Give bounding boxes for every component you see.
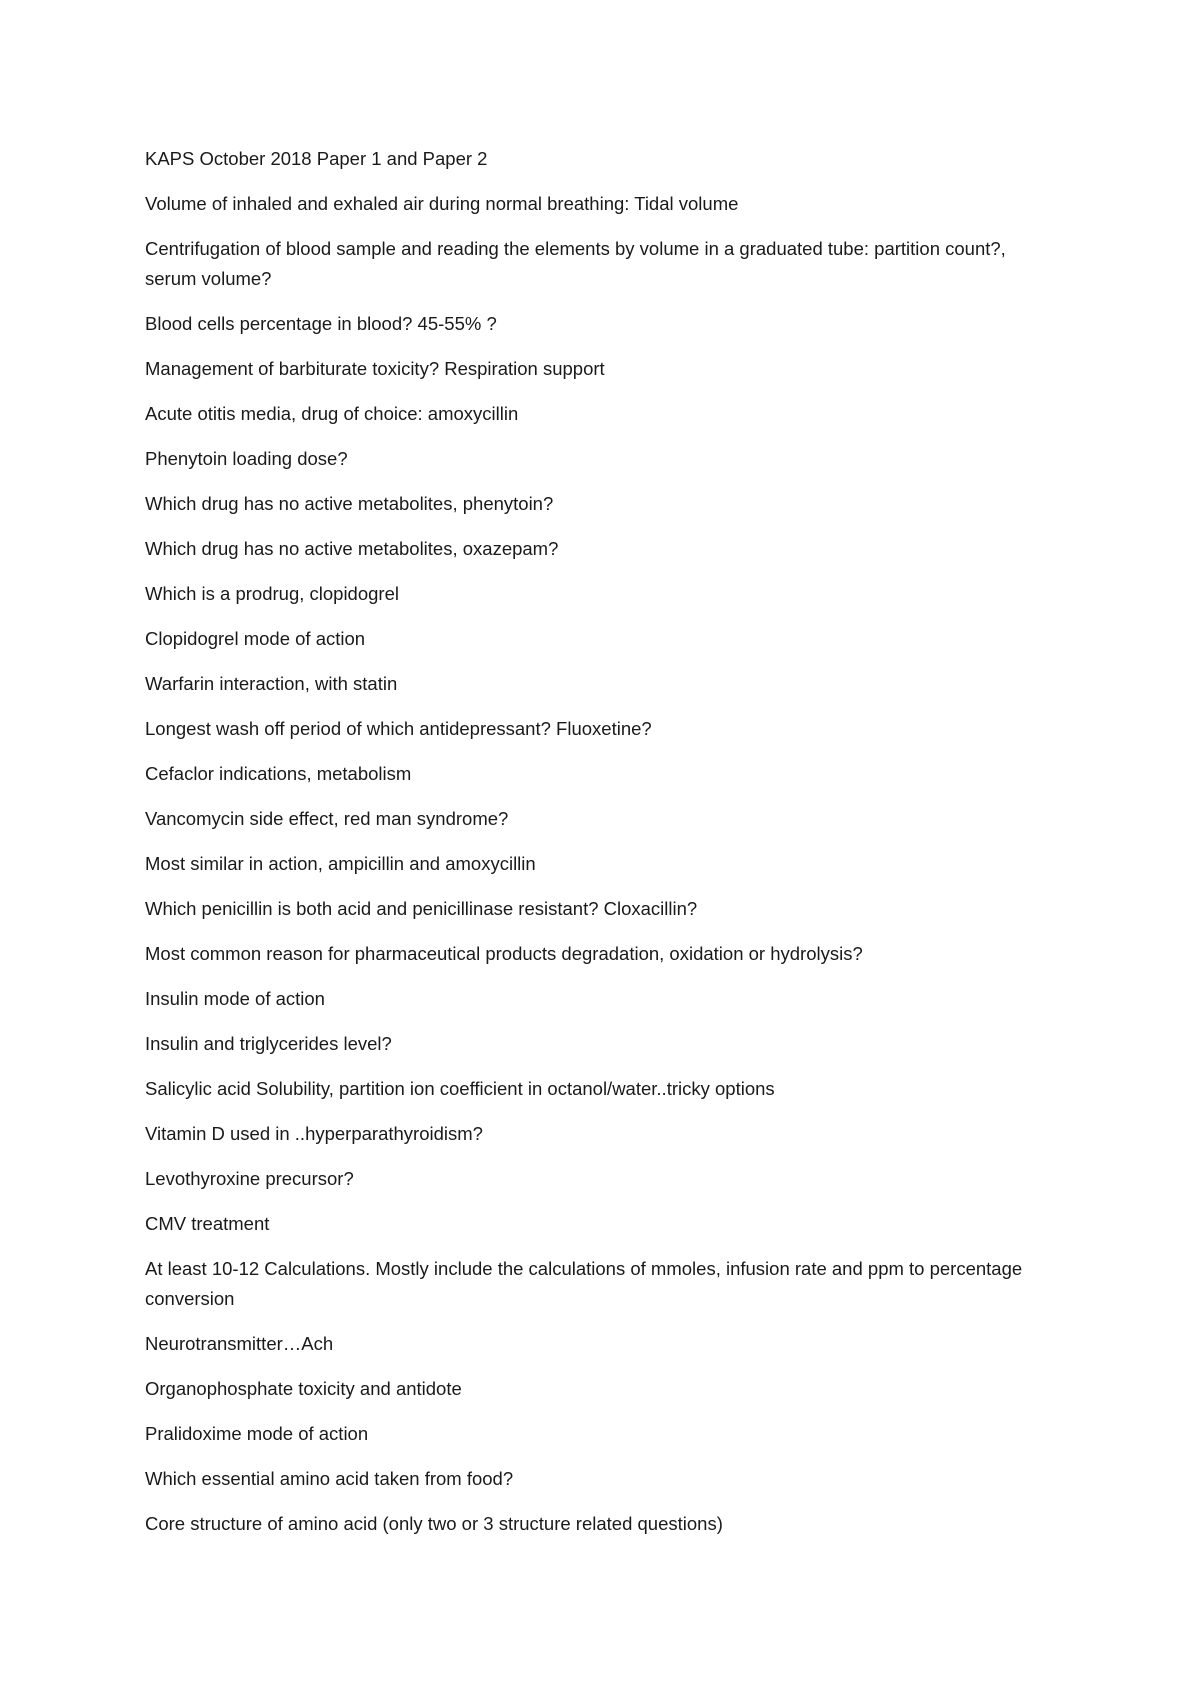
document-line: Most common reason for pharmaceutical products degradation, oxidation or hydrolysis? bbox=[145, 943, 863, 964]
document-line: Longest wash off period of which antidepressant? Fluoxetine? bbox=[145, 718, 652, 739]
document-line: Most similar in action, ampicillin and amoxycillin bbox=[145, 853, 536, 874]
document-title: KAPS October 2018 Paper 1 and Paper 2 bbox=[145, 148, 488, 169]
document-line: Which drug has no active metabolites, oxazepam? bbox=[145, 538, 559, 559]
document-line: Insulin mode of action bbox=[145, 988, 325, 1009]
document-line: CMV treatment bbox=[145, 1213, 270, 1234]
document-line: Phenytoin loading dose? bbox=[145, 448, 348, 469]
document-line: Volume of inhaled and exhaled air during normal breathing: Tidal volume bbox=[145, 193, 739, 214]
document-line: Insulin and triglycerides level? bbox=[145, 1033, 392, 1054]
document-line: Core structure of amino acid (only two or 3 structure related questions) bbox=[145, 1513, 723, 1534]
document-line: Levothyroxine precursor? bbox=[145, 1168, 354, 1189]
document-line: Cefaclor indications, metabolism bbox=[145, 763, 412, 784]
document-line: Pralidoxime mode of action bbox=[145, 1423, 369, 1444]
document-line: Centrifugation of blood sample and reading the elements by volume in a graduated tube: partition count?, serum volume? bbox=[145, 238, 1006, 289]
document-line: Salicylic acid Solubility, partition ion coefficient in octanol/water..tricky options bbox=[145, 1078, 775, 1099]
document-line: Which penicillin is both acid and penicillinase resistant? Cloxacillin? bbox=[145, 898, 698, 919]
document-line: Which essential amino acid taken from food? bbox=[145, 1468, 514, 1489]
document-line: Clopidogrel mode of action bbox=[145, 628, 366, 649]
document-line: Vancomycin side effect, red man syndrome? bbox=[145, 808, 509, 829]
document-line: Which is a prodrug, clopidogrel bbox=[145, 583, 399, 604]
document-line: Which drug has no active metabolites, phenytoin? bbox=[145, 493, 554, 514]
document-line: Blood cells percentage in blood? 45-55% ? bbox=[145, 313, 497, 334]
document-line: Warfarin interaction, with statin bbox=[145, 673, 398, 694]
document-line: Management of barbiturate toxicity? Respiration support bbox=[145, 358, 605, 379]
document-line: At least 10-12 Calculations. Mostly include the calculations of mmoles, infusion rate and ppm to percentage conversion bbox=[145, 1258, 1023, 1309]
document-body bbox=[145, 144, 1060, 1554]
document-line: Acute otitis media, drug of choice: amoxycillin bbox=[145, 403, 519, 424]
document-line: Neurotransmitter…Ach bbox=[145, 1333, 334, 1354]
document-line: Vitamin D used in ..hyperparathyroidism? bbox=[145, 1123, 483, 1144]
document-line: Organophosphate toxicity and antidote bbox=[145, 1378, 462, 1399]
